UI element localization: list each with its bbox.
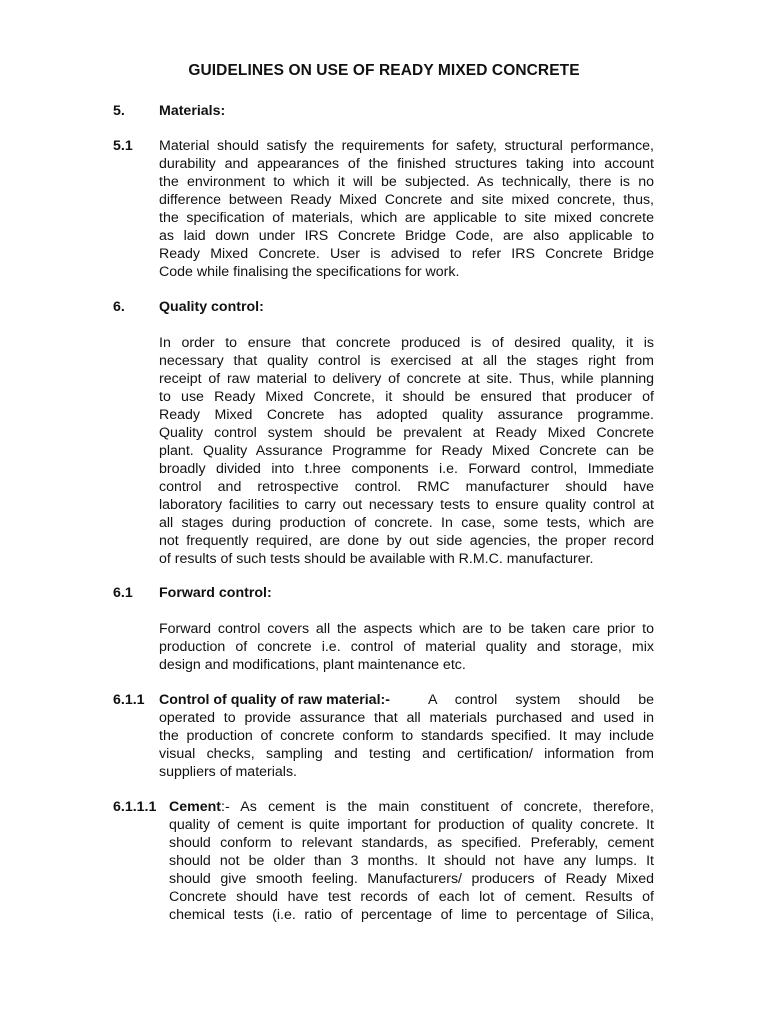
section-5-heading: Materials: [159, 103, 226, 119]
section-6-heading: Quality control: [159, 299, 264, 315]
section-6-1-number: 6.1 [113, 585, 133, 601]
paragraph-line: Quality control system should be prevalent at Ready Mixed Concrete [159, 425, 654, 441]
section-5-number: 5. [113, 103, 125, 119]
paragraph-line: not frequently required, are done by out side agencies, the proper record [159, 533, 654, 549]
section-6-1-1-1-number: 6.1.1.1 [113, 799, 157, 815]
first-line-text: A control system should be [428, 692, 654, 708]
paragraph-first-line [159, 691, 654, 709]
paragraph-line: In order to ensure that concrete produced is of desired quality, it is [159, 335, 654, 351]
paragraph-line: should give smooth feeling. Manufacturers/ producers of Ready Mixed [169, 871, 654, 887]
paragraph-line: difference between Ready Mixed Concrete and site mixed concrete, thus, [159, 192, 654, 208]
paragraph-line: laboratory facilities to carry out necessary tests to ensure quality control at [159, 497, 654, 513]
section-6-1-paragraph [159, 620, 654, 674]
paragraph-line: should conform to relevant standards, as specified. Preferably, cement [169, 835, 654, 851]
paragraph-line: operated to provide assurance that all materials purchased and used in [159, 710, 654, 726]
paragraph-line: of results of such tests should be available with R.M.C. manufacturer. [159, 551, 594, 567]
page-title: GUIDELINES ON USE OF READY MIXED CONCRETE [188, 62, 580, 79]
paragraph-line: broadly divided into t.hree components i.e. Forward control, Immediate [159, 461, 654, 477]
paragraph-line: necessary that quality control is exercised at all the stages right from [159, 353, 654, 369]
paragraph-line: control and retrospective control. RMC manufacturer should have [159, 479, 654, 495]
paragraph-line: Code while finalising the specifications for work. [159, 264, 460, 280]
first-line-rest [428, 691, 654, 709]
section-6-number: 6. [113, 299, 125, 315]
paragraph-line: the specification of materials, which are applicable to site mixed concrete [159, 210, 654, 226]
paragraph-line: as laid down under IRS Concrete Bridge Code, are also applicable to [159, 228, 654, 244]
paragraph-line: Material should satisfy the requirements for safety, structural performance, [159, 138, 654, 154]
paragraph-line: quality of cement is quite important for production of quality concrete. It [169, 817, 654, 833]
section-5-1-number: 5.1 [113, 138, 133, 154]
paragraph-line: Forward control covers all the aspects which are to be taken care prior to [159, 621, 654, 637]
paragraph-first-line [169, 798, 654, 816]
paragraph-line: suppliers of materials. [159, 764, 297, 780]
paragraph-line: the environment to which it will be subjected. As technically, there is no [159, 174, 654, 190]
section-6-1-1-paragraph [159, 691, 654, 781]
section-5-1-paragraph [159, 137, 654, 281]
section-6-1-1-heading: Control of quality of raw material:- [159, 692, 390, 708]
section-6-1-heading: Forward control: [159, 585, 272, 601]
section-6-1-1-1-heading: Cement [169, 799, 222, 815]
paragraph-line: all stages during production of concrete. In case, some tests, which are [159, 515, 654, 531]
first-line-text: :- As cement is the main constituent of concrete, therefore, [221, 799, 654, 815]
paragraph-line: Ready Mixed Concrete has adopted quality assurance programme. [159, 407, 654, 423]
section-6-1-1-number: 6.1.1 [113, 692, 145, 708]
paragraph-line: should not be older than 3 months. It should not have any lumps. It [169, 853, 654, 869]
paragraph-line: the production of concrete conform to standards specified. It may include [159, 728, 654, 744]
paragraph-line: design and modifications, plant maintenance etc. [159, 657, 466, 673]
paragraph-line: Concrete should have test records of each lot of cement. Results of [169, 889, 654, 905]
paragraph-line: to use Ready Mixed Concrete, it should be ensured that producer of [159, 389, 654, 405]
paragraph-line: durability and appearances of the finished structures taking into account [159, 156, 654, 172]
paragraph-line: visual checks, sampling and testing and certification/ information from [159, 746, 654, 762]
section-6-1-1-1-paragraph [169, 798, 654, 924]
paragraph-line: production of concrete i.e. control of material quality and storage, mix [159, 639, 654, 655]
paragraph-line: plant. Quality Assurance Programme for Ready Mixed Concrete can be [159, 443, 654, 459]
paragraph-line: receipt of raw material to delivery of concrete at site. Thus, while planning [159, 371, 654, 387]
section-6-paragraph [159, 334, 654, 568]
paragraph-line: Ready Mixed Concrete. User is advised to refer IRS Concrete Bridge [159, 246, 654, 262]
paragraph-line: chemical tests (i.e. ratio of percentage of lime to percentage of Silica, [169, 907, 654, 923]
